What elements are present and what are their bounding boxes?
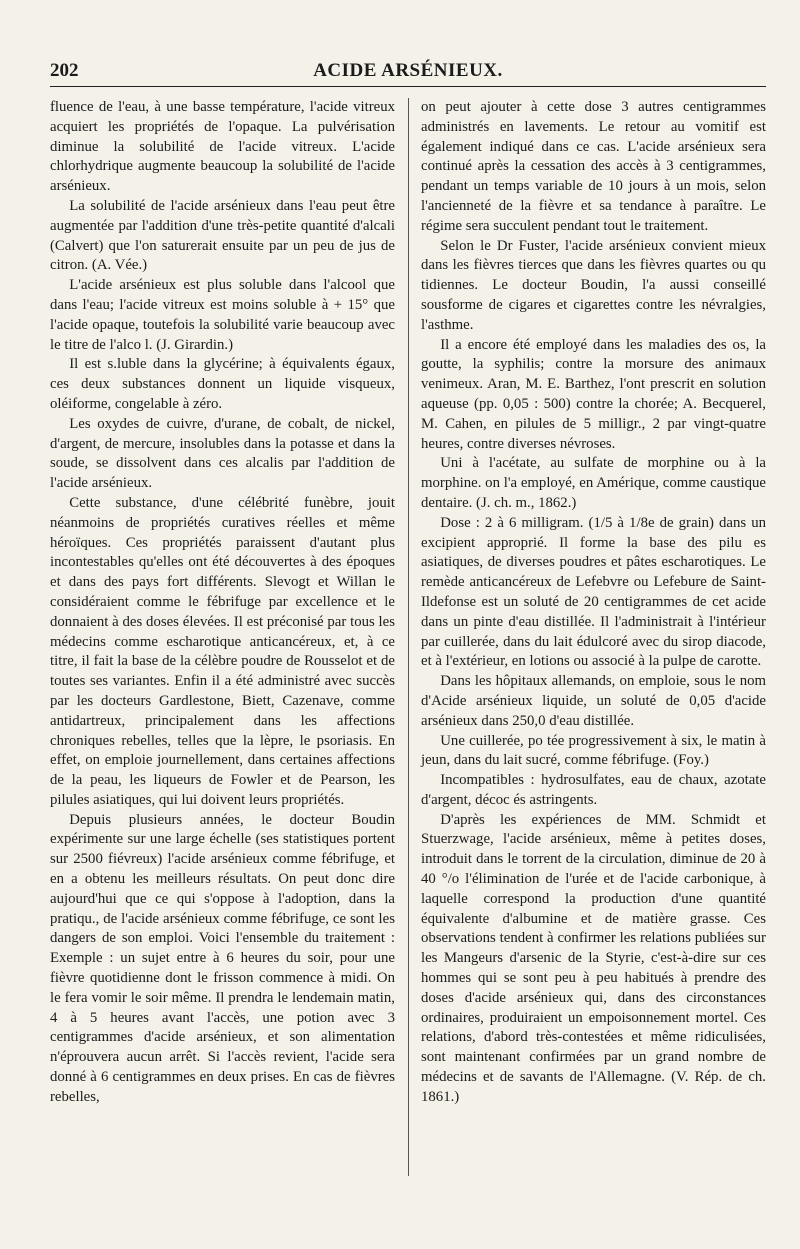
paragraph: Les oxydes de cuivre, d'urane, de cobalt, de nickel, d'argent, de mercure, insolubles dans la potasse et dans la soude, se dissolvent dans ces alcalis par l'addition de l'acide arsénieux. — [50, 415, 395, 492]
paragraph: on peut ajouter à cette dose 3 autres centigrammes administrés en lavements. Le retour au vomitif est également indiqué dans ce cas. L'acide arsénieux sera continué après la cessation des accès à 3 centigrammes, pendant un temps variable de 10 jours à un mois, selon l'ancienneté de la fièvre et sa tendance à paraître. Le régime sera succulent pendant tout le traitement. — [421, 99, 766, 234]
left-column — [50, 98, 395, 1108]
column-divider — [408, 98, 409, 1176]
page-number: 202 — [50, 60, 79, 81]
page-header — [50, 56, 766, 87]
paragraph: Il est s.luble dans la glycérine; à équivalents égaux, ces deux substances donnent un liquide visqueux, oléiforme, congelable à zéro. — [50, 356, 395, 412]
paragraph: Une cuillerée, po tée progressivement à six, le matin à jeun, dans du lait sucré, comme fébrifuge. (Foy.) — [421, 732, 766, 769]
paragraph: D'après les expériences de MM. Schmidt et Stuerzwage, l'acide arsénieux, même à petites doses, introduit dans le torrent de la circulation, diminue de 20 à 40 °/o l'élimination de l'urée et de l'acide carbonique, à laquelle correspond la production d'une quantité équivalente d'albumine et de matière grasse. Ces observations tendent à confirmer les relations publiées sur les Mangeurs d'arsenic de la Styrie, c'est-à-dire sur ces hommes qui se sont peu à peu habitués à prendre des doses d'acide arsénieux qui, dans des circonstances ordinaires, produiraient un empoisonnement mortel. Ces relations, d'abord très-contestées et même ridiculisées, sont maintenant confirmées par un grand nombre de médecins et de savants de l'Allemagne. (V. Rép. de ch. 1861.) — [421, 811, 766, 1105]
paragraph: Dans les hôpitaux allemands, on emploie, sous le nom d'Acide arsénieux liquide, un soluté de 0,05 d'acide arsénieux dans 250,0 d'eau distillée. — [421, 673, 766, 729]
paragraph: Selon le Dr Fuster, l'acide arsénieux convient mieux dans les fièvres tierces que dans les fièvres quartes ou qu tidiennes. Le docteur Boudin, l'a aussi conseillé sousforme de cigares et cigarettes contre les névralgies, l'asthme. — [421, 237, 766, 333]
paragraph: Il a encore été employé dans les maladies des os, la goutte, la syphilis; contre la morsure des animaux venimeux. Aran, M. E. Barthez, l'ont prescrit en solution aqueuse (pp. 0,05 : 500) contre la chorée; A. Becquerel, M. Cahen, en pilules de 5 milligr., 2 par vingt-quatre heures, contre diverses névroses. — [421, 336, 766, 452]
right-column — [421, 98, 766, 1108]
paragraph: L'acide arsénieux est plus soluble dans l'alcool que dans l'eau; l'acide vitreux est moins soluble à + 15° que l'acide opaque, toutefois la solubilité varie beaucoup avec le titre de l'alco l. (J. Girardin.) — [50, 277, 395, 353]
paragraph: Depuis plusieurs années, le docteur Boudin expérimente sur une large échelle (ses statistiques portent sur 2500 fiévreux) l'acide arsénieux comme fébrifuge, et en a obtenu les meilleurs résultats. On peut donc dire aujourd'hui que ce qui s'oppose à l'adoption, dans la pratiqu., de l'acide arsénieux comme fébrifuge, ce sont les dangers de son emploi. Voici l'ensemble du traitement : Exemple : un sujet entre à 6 heures du soir, pour une fièvre quotidienne dont le frisson commence à midi. On le fera vomir le soir même. Il prendra le lendemain matin, 4 à 5 heures avant l'accès, une potion avec 3 centigrammes d'acide arsénieux, et son alimentation n'éprouvera aucun arrêt. Si l'accès revient, l'acide sera donné à 6 centigrammes en deux prises. En cas de fièvres rebelles, — [50, 811, 395, 1105]
paragraph: Cette substance, d'une célébrité funèbre, jouit néanmoins de propriétés curatives réelles et même héroïques. Ces propriétés paraissent d'autant plus incontestables qu'elles ont été découvertes à des époques et dans des pays fort différents. Slevogt et Willan le considéraient comme le fébrifuge par excellence et le donnaient à des doses élevées. Il est préconisé par tous les médecins comme escharotique anticancéreux, et, à ce titre, il fait la base de la célèbre poudre de Rousselot et de toutes ses variantes. Enfin il a été administré avec succès par les docteurs Gardlestone, Biett, Cazenave, comme antidartreux, principalement dans les affections chroniques rebelles, telles que la lèpre, le psoriasis. En effet, on emploie journellement, dans certaines affections de la peau, les liqueurs de Fowler et de Pearson, les pilules asiatiques, qui lui doivent leurs propriétés. — [50, 494, 395, 808]
running-head: ACIDE ARSÉNIEUX. — [313, 60, 503, 81]
paragraph: La solubilité de l'acide arsénieux dans l'eau peut être augmentée par l'addition d'une très-petite quantité d'alcali (Calvert) que l'on saturerait ensuite par un peu de jus de citron. (A. Vée.) — [50, 197, 395, 274]
document-page — [50, 56, 766, 1176]
text-columns — [50, 98, 766, 1176]
paragraph: Incompatibles : hydrosulfates, eau de chaux, azotate d'argent, décoc és astringents. — [421, 772, 766, 808]
paragraph: fluence de l'eau, à une basse température, l'acide vitreux acquiert les propriétés de l'opaque. La pulvérisation diminue la solubilité de l'acide vitreux. L'acide chlorhydrique augmente beaucoup la solubilité de l'acide arsénieux. — [50, 99, 395, 195]
paragraph: Dose : 2 à 6 milligram. (1/5 à 1/8e de grain) dans un excipient approprié. Il forme la base des pilu es asiatiques, de diverses poudres et pâtes escharotiques. Le remède anticancéreux de Lefebvre ou Lefebure de Saint-Ildefonse est un soluté de 20 centigrammes de cet acide dans un pinte d'eau distillée. Il l'administrait à l'intérieur par cuillerée, dans du lait édulcoré avec du sirop diacode, et à l'extérieur, en lotions ou associé à la pulpe de carotte. — [421, 514, 766, 670]
paragraph: Uni à l'acétate, au sulfate de morphine ou à la morphine. on l'a employé, en Amérique, comme caustique dentaire. (J. ch. m., 1862.) — [421, 455, 766, 511]
